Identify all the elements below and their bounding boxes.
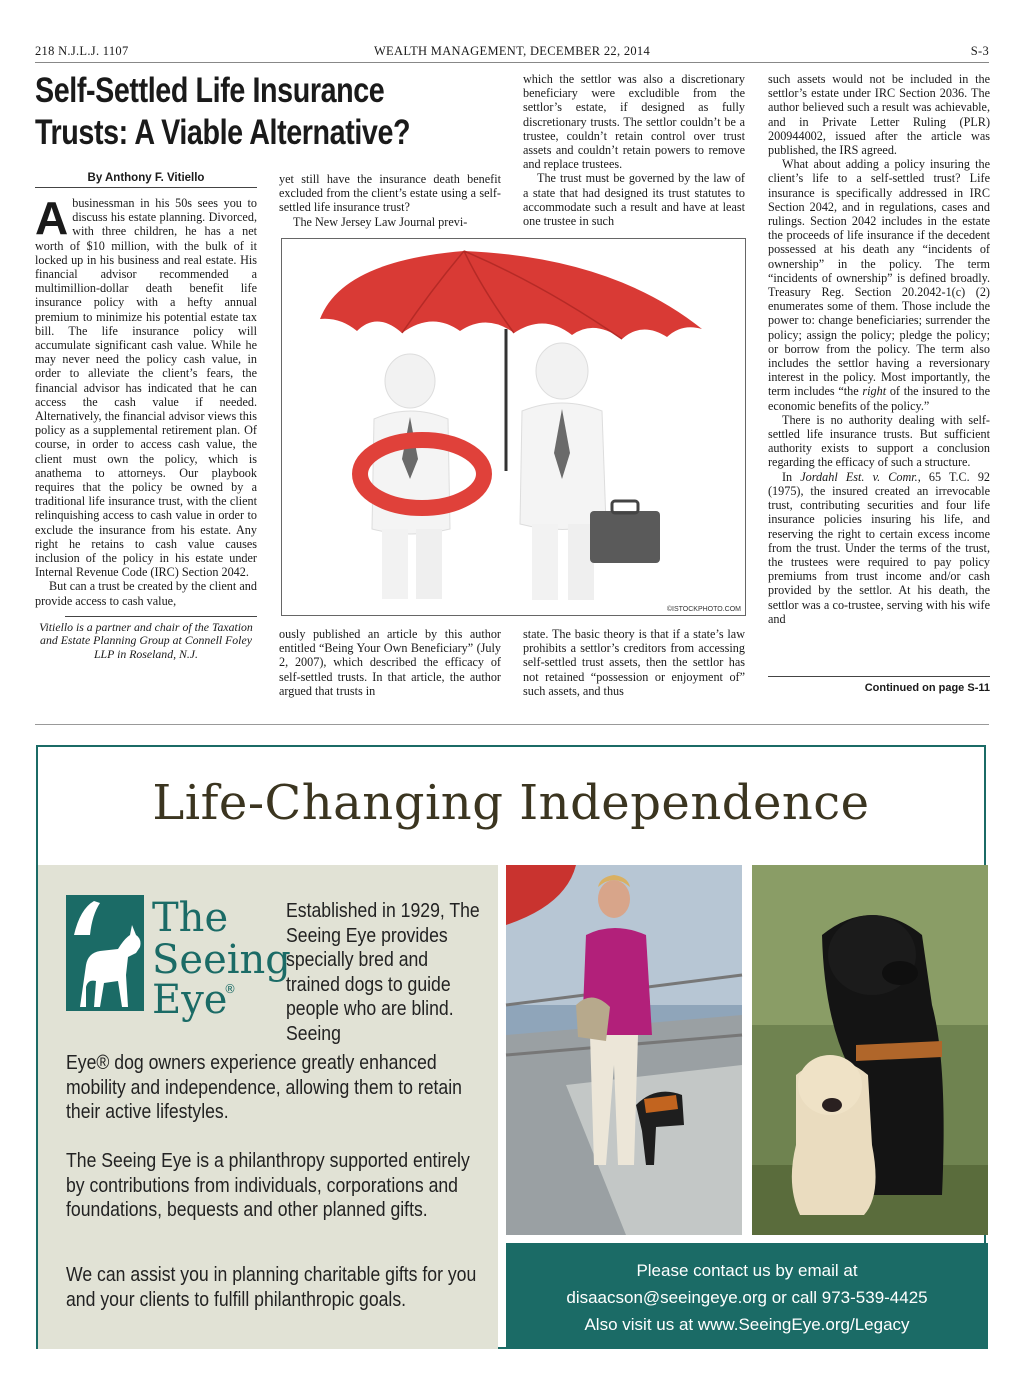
paragraph: The New Jersey Law Journal previ- (293, 214, 468, 229)
header-section: WEALTH MANAGEMENT, DECEMBER 22, 2014 (373, 44, 651, 58)
seeing-eye-logo (66, 895, 291, 1023)
umbrella-canopy (320, 251, 702, 339)
ad-contact-box (506, 1243, 988, 1349)
ad-text-panel (38, 865, 498, 1349)
author-bio: Vitiello is a partner and chair of the Taxation and Estate Planning Group at Connell Foley LLP in Roseland, N.J. (39, 619, 253, 661)
ad-intro-right: Established in 1929, The Seeing Eye provides specially bred and trained dogs to guide people who are blind. Seeing (286, 899, 480, 1045)
article-column-4 (768, 72, 990, 626)
article-column-2-bottom (279, 627, 501, 698)
header-page-number: S-3 (970, 44, 989, 58)
continued-rule (768, 676, 990, 677)
svg-text:Seeing: Seeing (152, 937, 291, 983)
paragraph-text: What about adding a policy insuring the client’s life to a self-settled trust? Life insurance is specifically addressed in IRC Section 2042, and in regulations, cases and rulings. Section 2042 includes in the estate the proceeds of life insurance if the decedent possessed at his death any “incidents of ownership” in the policy. The term “incidents of ownership” is defined broadly. Treasury Reg. Section 20.2042-1(c) (2) enumerates some of them. Those include the power to: change beneficiaries; surrender the policy; assign the policy; pledge the policy; or borrow from the policy. The term also includes the settlor having a reversionary interest in the policy. Most importantly, the term includes “the (768, 157, 990, 399)
guide-dog-logo-icon (66, 895, 291, 1023)
seeing-eye-advertisement (36, 745, 986, 1349)
paragraph: yet still have the insurance death benefit excluded from the client’s estate using a self-settled life insurance trust? (279, 172, 501, 215)
byline: By Anthony F. Vitiello (87, 172, 205, 184)
ad-philanthropy-paragraph: The Seeing Eye is a philanthropy supported entirely by contributions from individuals, corporations and foundations, bequests and other planned gifts. (66, 1149, 470, 1221)
page-header (35, 44, 989, 64)
paragraph: The trust must be governed by the law of a state that had designed its trust statutes to accommodate such a result and have at least one trustee in such (523, 171, 745, 229)
figure-2-leg (532, 524, 558, 600)
figure-1-leg (382, 529, 408, 599)
continued-note: Continued on page S-11 (864, 682, 990, 694)
photo-credit: ©ISTOCKPHOTO.COM (666, 606, 741, 613)
ad-planning-paragraph: We can assist you in planning charitable gifts for you and your clients to fulfill philanthropic goals. (66, 1263, 477, 1311)
paragraph: There is no authority dealing with self-settled life insurance trusts. But sufficient authority exists to support a conclusion regarding the efficacy of such a structure. (768, 412, 990, 470)
briefcase (590, 511, 660, 563)
paragraph: which the settlor was also a discretionary beneficiary were excludible from the settlor’s estate, if designed as fully discretionary trusts. The settlor couldn’t be a trustee, couldn’t retain control over trust assets and couldn’t retain powers to remove and replace trustees. (523, 72, 745, 172)
contact-email-phone[interactable]: disaacson@seeingeye.org or call 973-539-4425 (566, 1288, 928, 1307)
woman-guide-dog-illustration (506, 865, 742, 1235)
umbrella-figures-illustration (282, 239, 745, 615)
guide-dogs-photo (752, 865, 988, 1235)
contact-website[interactable]: Also visit us at www.SeeingEye.org/Legacy (584, 1315, 910, 1334)
article-illustration (281, 238, 746, 616)
article-column-2-top (279, 172, 501, 229)
article-column-3-bottom (523, 627, 745, 698)
paragraph: such assets would not be included in the settlor’s estate under IRC Section 2036. The author believed such a result was achievable, and in Private Letter Ruling (PLR) 200944002, issued after the article was published, the IRS agreed. (768, 72, 990, 158)
svg-text:The: The (152, 895, 229, 941)
article-title (35, 70, 411, 154)
paragraph: But can a trust be created by the client and provide access to cash value, (35, 579, 257, 608)
svg-text:®: ® (224, 982, 236, 996)
paragraph-text: , 65 T.C. 92 (1975), the insured created an irrevocable trust, contributing securities and four life insurance policies insuring his life, and reserving the right to certain excess income from the trust. Under the terms of the trust, the trustees were required to pay policy premiums from trust income and/or cash provided by the settlor. At his death, the settlor was a co-trustee, serving with his wife and (768, 469, 991, 626)
title-line-1: Self-Settled Life Insurance (35, 71, 385, 110)
paragraph (768, 157, 990, 413)
figure-1-leg (416, 529, 442, 599)
paragraph: state. The basic theory is that if a state’s law prohibits a settlor’s creditors from accessing self-settled trust assets, then the settlor has not retained “possession or enjoyment of” such assets, and thus (523, 627, 745, 698)
title-line-2: Trusts: A Viable Alternative? (35, 113, 411, 152)
emphasis: right (862, 384, 887, 399)
lead-paragraph (35, 192, 257, 580)
ad-intro-continued: Eye® dog owners experience greatly enhanced mobility and independence, allowing them to retain their active lifestyles. (66, 1051, 462, 1123)
header-rule (35, 62, 989, 63)
paragraph-text: of the insured to the economic benefits of the policy.” (768, 384, 990, 413)
drop-cap: A (35, 192, 69, 244)
figure-1-head (385, 354, 435, 408)
svg-text:Eye: Eye (152, 977, 228, 1023)
byline-rule (35, 187, 257, 188)
bio-rule (65, 616, 257, 617)
figure-2-head (536, 343, 588, 399)
article-column-3-top (523, 72, 745, 228)
paragraph (768, 470, 990, 626)
woman-with-guide-dog-photo (506, 865, 742, 1235)
paragraph-text: In (782, 469, 801, 484)
labrador-dogs-illustration (752, 865, 988, 1235)
ad-title: Life-Changing Independence (152, 775, 870, 831)
article-column-1 (35, 192, 257, 661)
case-citation: Jordahl Est. v. Comr. (800, 469, 918, 484)
lead-paragraph-text: businessman in his 50s sees you to discuss his estate planning. Divorced, with three children, he has a net worth of $10 million, with the bulk of it locked up in his business and real estate. His financial advisor recommended a multimillion-dollar death benefit life insurance policy with a hefty annual premium to minimize his potential estate tax bill. The life insurance policy will accumulate significant cash value. While he may never need the policy cash value, in order to alleviate the client’s fears, the financial advisor has indicated that he can access the cash value if needed. Alternatively, the financial advisor views this policy as a supplemental retirement plan. Of course, in order to access cash value, the client must own the policy, which is anathema to attorneys. Our playbook requires that the policy be owned by a traditional life insurance trust, with the client relinquishing access to cash value in order to exclude the insurance from his estate. Any right he retains to cash value causes inclusion of the policy in his estate under Internal Revenue Code (IRC) Section 2042. (35, 196, 257, 580)
paragraph: ously published an article by this author entitled “Being Your Own Beneficiary” (July 2, 2007), which described the efficacy of self-settled trusts. In that article, the author argued that trusts in (279, 627, 501, 698)
section-separator (35, 724, 989, 725)
contact-line: Please contact us by email at (636, 1261, 858, 1280)
header-citation: 218 N.J.L.J. 1107 (35, 44, 129, 58)
